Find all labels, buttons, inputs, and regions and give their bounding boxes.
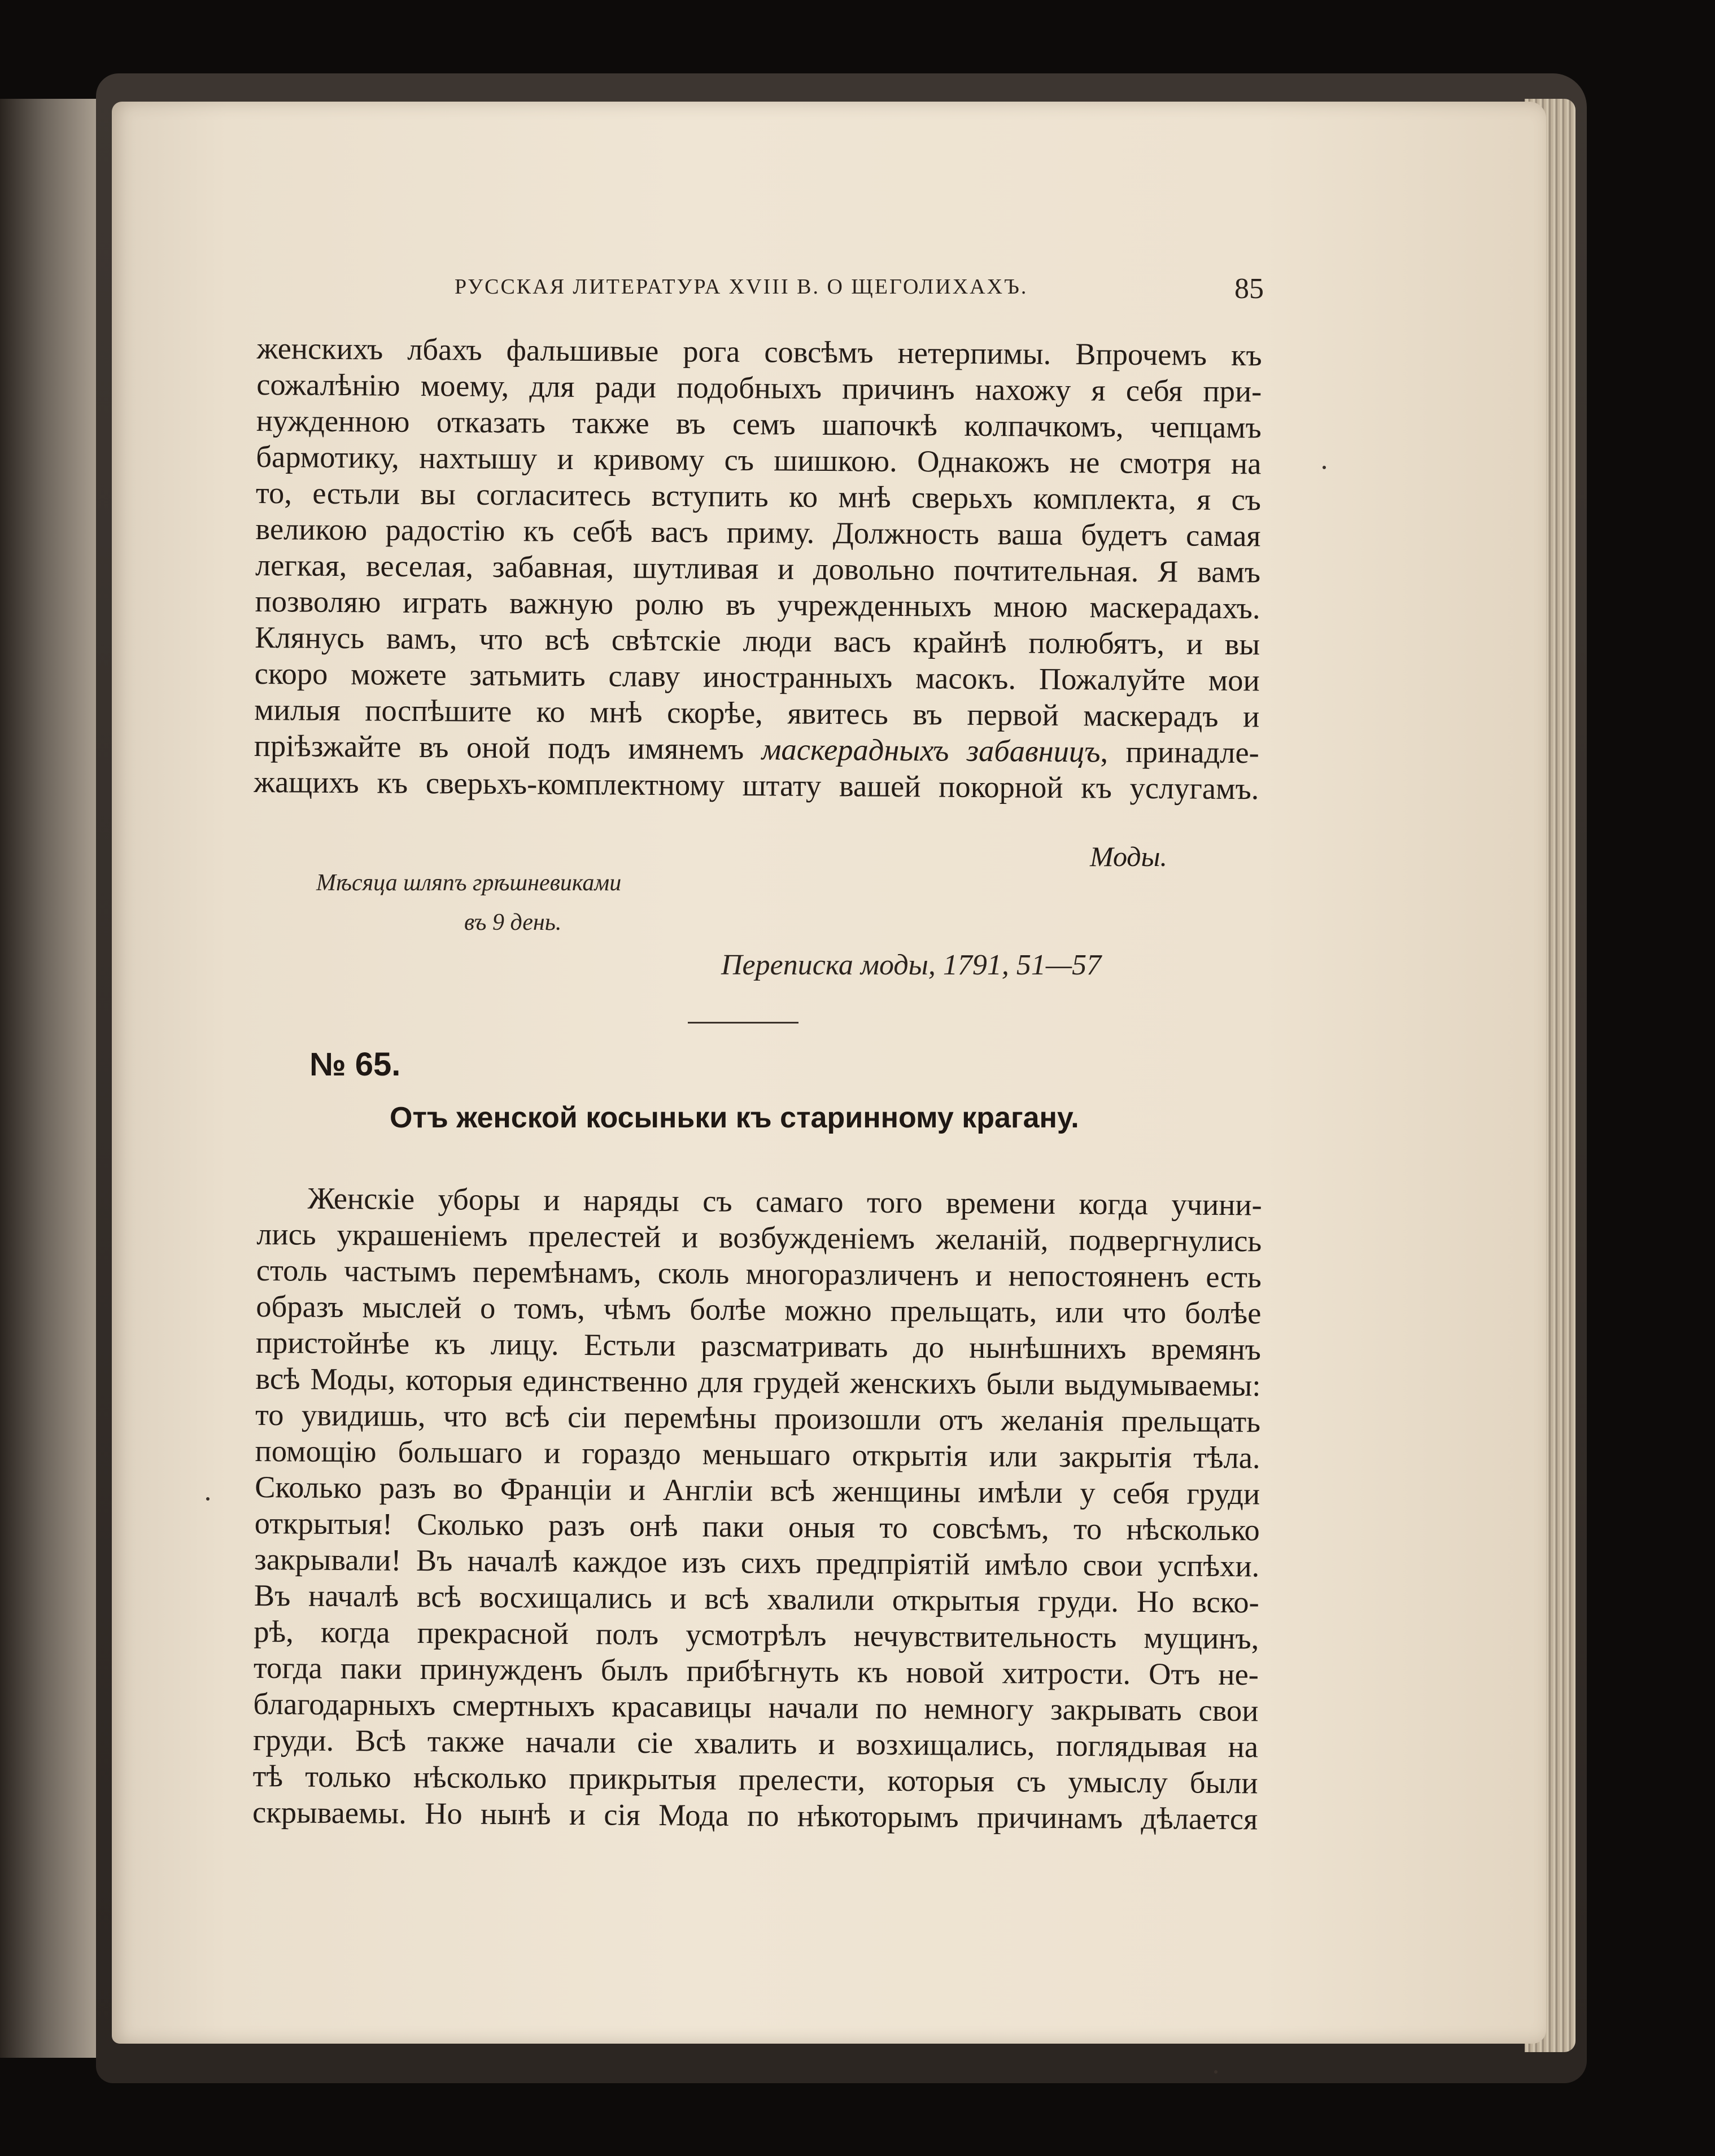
signature: Моды.: [1090, 841, 1167, 872]
text-line: то увидишь, что всѣ сіи перемѣны произошли отъ желанія прельщать: [255, 1397, 1261, 1439]
text-line: тѣ только нѣсколько прикрытыя прелести, которыя съ умыслу были: [252, 1758, 1258, 1800]
text-line: сожалѣнію моему, для ради подобныхъ причинъ нахожу я себя при-: [256, 366, 1262, 409]
letter-number: № 65.: [309, 1046, 401, 1083]
text-line: скрываемы. Но нынѣ и сія Мода по нѣкоторымъ причинамъ дѣлается: [252, 1794, 1258, 1836]
text-line: груди. Всѣ также начали сіе хвалить и возхищались, поглядывая на: [252, 1722, 1259, 1764]
text-segment: пріѣзжайте въ оной подъ имянемъ: [254, 728, 762, 767]
running-header: РУССКАЯ ЛИТЕРАТУРА XVIII В. О ЩЕГОЛИХАХЪ.: [455, 275, 1028, 299]
text-line: Сколько разъ во Франціи и Англіи всѣ женщины имѣли у себя груди: [254, 1469, 1260, 1511]
text-line: помощію большаго и гораздо меньшаго открытія или закрытія тѣла.: [255, 1433, 1260, 1475]
text-line: позволяю играть важную ролю въ учрежденныхъ мною маскерадахъ.: [255, 583, 1260, 626]
text-line: образъ мыслей о томъ, чѣмъ болѣе можно прельщать, или что болѣе: [256, 1288, 1262, 1331]
text-line: рѣ, когда прекрасной полъ усмотрѣлъ нечувствительность мущинъ,: [254, 1613, 1259, 1656]
text-line: пристойнѣе къ лицу. Естьли разсматривать до нынѣшнихъ времянъ: [255, 1324, 1262, 1367]
text-line: легкая, веселая, забавная, шутливая и довольно почтительная. Я вамъ: [255, 547, 1261, 589]
letter-end-paragraph: [254, 330, 1262, 807]
text-line: бармотику, нахтышу и кривому съ шишкою. Однакожъ не смотря на: [256, 439, 1262, 481]
paper-speck: [1214, 2070, 1217, 2074]
text-segment: , принадле-: [1100, 734, 1260, 770]
text-line: лись украшеніемъ прелестей и возбужденіемъ желаній, подвергнулись: [256, 1216, 1262, 1258]
text-line: Женскіе уборы и наряды съ самаго того времени когда учини-: [307, 1180, 1262, 1222]
text-line: милыя поспѣшите ко мнѣ скорѣе, явитесь въ первой маскерадъ и: [254, 692, 1260, 734]
italic-phrase: маскерадныхъ забавницъ: [761, 732, 1101, 769]
separator-rule: [688, 1022, 798, 1024]
text-line: столь частымъ перемѣнамъ, сколь многоразличенъ и непостояненъ есть: [256, 1252, 1262, 1295]
paper-speck: [1323, 466, 1326, 469]
page-number: 85: [1234, 273, 1264, 305]
text-line: женскихъ лбахъ фальшивые рога совсѣмъ нетерпимы. Впрочемъ къ: [256, 331, 1262, 373]
date-line: въ 9 день.: [464, 909, 562, 935]
text-line: тогда паки принужденъ былъ прибѣгнуть къ новой хитрости. Отъ не-: [253, 1650, 1259, 1692]
text-line: великою радостію къ себѣ васъ приму. Должность ваша будетъ самая: [255, 511, 1261, 553]
text-line: Въ началѣ всѣ восхищались и всѣ хвалили открытыя груди. Но вско-: [254, 1577, 1260, 1620]
text-line: жащихъ къ сверьхъ-комплектному штату вашей покорной къ услугамъ.: [254, 764, 1259, 806]
paper-speck: [206, 1497, 210, 1501]
text-line: всѣ Моды, которыя единственно для грудей женскихъ были выдумываемы:: [255, 1361, 1261, 1403]
letter-title: Отъ женской косыньки къ старинному крагану.: [390, 1101, 1079, 1134]
text-line: открытыя! Сколько разъ онѣ паки оныя то совсѣмъ, то нѣсколько: [254, 1505, 1260, 1547]
text-line: Клянусь вамъ, что всѣ свѣтскіе люди васъ крайнѣ полюбятъ, и вы: [254, 619, 1260, 662]
text-line: скоро можете затьмить славу иностранныхъ масокъ. Пожалуйте мои: [254, 655, 1260, 698]
letter-body-paragraph: [252, 1180, 1262, 1837]
text-line: то, естьли вы согласитесь вступить ко мнѣ сверьхъ комплекта, я съ: [255, 475, 1262, 517]
text-line: нужденною отказать также въ семъ шапочкѣ колпачкомъ, чепцамъ: [256, 403, 1262, 445]
source-citation: Переписка моды, 1791, 51—57: [721, 949, 1102, 981]
text-line: закрывали! Въ началѣ каждое изъ сихъ предпріятій имѣло свои успѣхи.: [254, 1541, 1260, 1584]
date-line: Мѣсяца шляпъ грѣшневиками: [316, 870, 622, 896]
text-line: благодарныхъ смертныхъ красавицы начали по немногу закрывать свои: [253, 1686, 1259, 1728]
